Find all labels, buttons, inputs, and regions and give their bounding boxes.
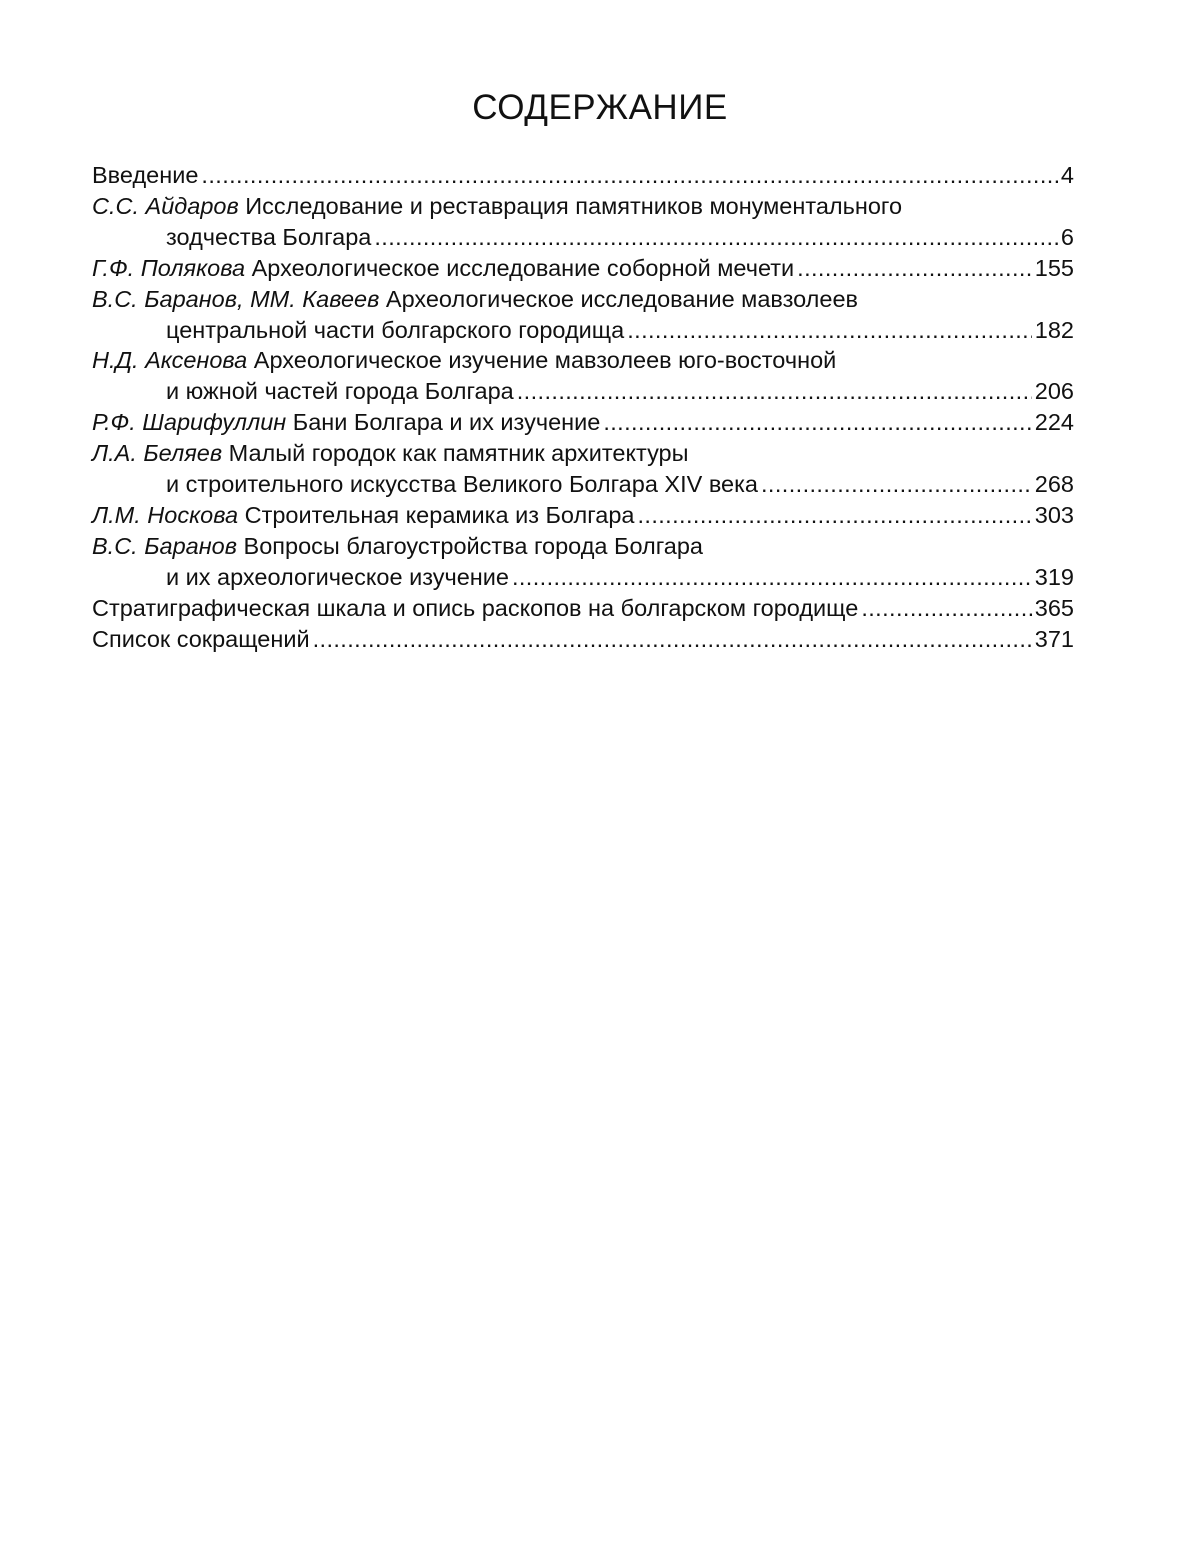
toc-entry-author: Г.Ф. Полякова: [92, 254, 246, 281]
toc-leader-dots: [861, 593, 1031, 624]
toc-entry-title-cont: и южной частей города Болгара: [166, 378, 514, 405]
toc-entry-author: Н.Д. Аксенова: [92, 347, 248, 374]
toc-entry-baranov-cont[interactable]: [92, 562, 1074, 593]
toc-entry-belyaev[interactable]: [92, 438, 1074, 469]
toc-leader-dots: [797, 253, 1032, 284]
toc-entry-baranov-kaveev[interactable]: [92, 284, 1074, 315]
toc-page-number: 371: [1034, 625, 1074, 652]
toc-entry-title-cont: зодчества Болгара: [166, 223, 372, 250]
toc-leader-dots: [512, 562, 1032, 593]
toc-entry-noskova[interactable]: [92, 500, 1074, 531]
toc-page-number: 303: [1034, 501, 1074, 528]
toc-entry-baranov-kaveev-cont[interactable]: [92, 315, 1074, 346]
toc-entry-heading: [92, 438, 689, 469]
toc-leader-dots: [761, 469, 1032, 500]
toc-entry-polyakova[interactable]: [92, 253, 1074, 284]
toc-page-number: 319: [1034, 563, 1074, 590]
toc-leader-dots: [627, 315, 1032, 346]
toc-entry-aidarov[interactable]: [92, 191, 1074, 222]
toc-entry-title: Археологическое изучение мавзолеев юго-восточной: [253, 347, 837, 374]
toc-entry-title-cont: центральной части болгарского городища: [166, 316, 625, 343]
toc-entry-heading: [92, 407, 600, 438]
toc-entry-title: Стратиграфическая шкала и опись раскопов на болгарском городище: [92, 594, 859, 621]
toc-entry-intro[interactable]: [92, 160, 1074, 191]
toc-page-number: 155: [1034, 254, 1074, 281]
toc-entry-title: Бани Болгара и их изучение: [292, 409, 601, 436]
toc-page-number: 4: [1060, 162, 1074, 188]
toc-entry-abbreviations[interactable]: [92, 624, 1074, 655]
toc-entry-heading: [92, 500, 634, 531]
toc-entry-title: Список сокращений: [92, 625, 310, 652]
toc-entry-heading: [92, 191, 902, 222]
toc-entry-title: Малый городок как памятник архитектуры: [228, 440, 689, 467]
toc-entry-author: Л.А. Беляев: [92, 440, 223, 467]
toc-entry-baranov[interactable]: [92, 531, 1074, 562]
toc-entry-aksenova-cont[interactable]: [92, 376, 1074, 407]
toc-entry-heading: [92, 345, 836, 376]
toc-page-number: 6: [1060, 223, 1074, 250]
toc-entry-title: Исследование и реставрация памятников монументального: [245, 192, 903, 219]
toc-entry-title: Введение: [92, 162, 199, 188]
toc-page-number: 206: [1034, 378, 1074, 405]
toc-entry-title: Строительная керамика из Болгара: [244, 501, 635, 528]
toc-entry-heading: [92, 284, 858, 315]
toc-leader-dots: [603, 407, 1031, 438]
toc-entry-author: С.С. Айдаров: [92, 192, 239, 219]
toc-entry-author: В.С. Баранов, ММ. Кавеев: [92, 285, 380, 312]
toc-entry-title-cont: и их археологическое изучение: [166, 563, 509, 590]
toc-entry-aksenova[interactable]: [92, 345, 1074, 376]
toc-entry-title: Археологическое исследование мавзолеев: [385, 285, 859, 312]
toc-page-number: 268: [1034, 471, 1074, 498]
toc-leader-dots: [374, 222, 1058, 253]
toc-entry-stratigraphy[interactable]: [92, 593, 1074, 624]
toc-entry-author: Л.М. Носкова: [92, 501, 239, 528]
toc-entry-title-cont: и строительного искусства Великого Болгара XIV века: [166, 471, 758, 498]
toc-leader-dots: [313, 624, 1032, 655]
toc-page-number: 224: [1034, 409, 1074, 436]
toc-entry-title: Вопросы благоустройства города Болгара: [243, 532, 703, 559]
toc-entry-author: Р.Ф. Шарифуллин: [92, 409, 287, 436]
toc-page-number: 182: [1034, 316, 1074, 343]
toc-page-number: 365: [1034, 594, 1074, 621]
toc-entry-sharifullin[interactable]: [92, 407, 1074, 438]
toc-entry-belyaev-cont[interactable]: [92, 469, 1074, 500]
toc-entry-heading: [92, 531, 703, 562]
toc-leader-dots: [637, 500, 1031, 531]
toc-entry-author: В.С. Баранов: [92, 532, 238, 559]
toc-leader-dots: [517, 376, 1032, 407]
toc-leader-dots: [201, 160, 1058, 191]
toc-entry-aidarov-cont[interactable]: [92, 222, 1074, 253]
toc-entry-heading: [92, 253, 794, 284]
page-title: СОДЕРЖАНИЕ: [472, 88, 728, 127]
table-of-contents: [92, 160, 1074, 655]
toc-entry-title: Археологическое исследование соборной мечети: [251, 254, 795, 281]
